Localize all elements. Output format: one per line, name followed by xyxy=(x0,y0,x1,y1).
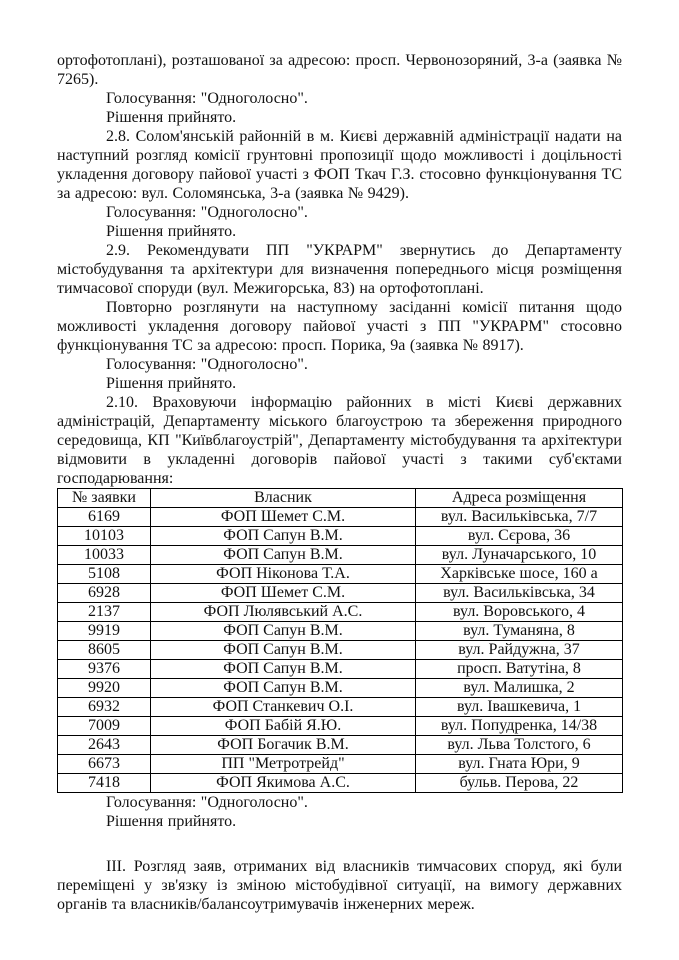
cell-application-number: 9919 xyxy=(58,622,151,641)
table-body xyxy=(58,508,623,793)
table-row xyxy=(58,584,623,603)
table-row xyxy=(58,755,623,774)
cell-address: вул. Гната Юри, 9 xyxy=(416,755,623,774)
paragraph: ортофотоплані), розташованої за адресою: просп. Червонозоряний, 3-а (заявка № 7265). xyxy=(57,52,622,88)
cell-owner: ФОП Бабій Я.Ю. xyxy=(151,717,416,736)
paragraph: Голосування: "Одноголосно". xyxy=(106,204,308,221)
column-header: № заявки xyxy=(58,489,151,508)
paragraph: Голосування: "Одноголосно". xyxy=(106,794,308,811)
cell-address: вул. Васильківська, 7/7 xyxy=(416,508,623,527)
cell-owner: ФОП Шемет С.М. xyxy=(151,584,416,603)
table-header-row xyxy=(58,489,623,508)
cell-owner: ФОП Сапун В.М. xyxy=(151,679,416,698)
cell-application-number: 10103 xyxy=(58,527,151,546)
cell-address: вул. Попудренка, 14/38 xyxy=(416,717,623,736)
cell-owner: ФОП Якимова А.С. xyxy=(151,774,416,793)
paragraph: Рішення прийнято. xyxy=(106,813,237,830)
cell-address: бульв. Перова, 22 xyxy=(416,774,623,793)
table-row xyxy=(58,527,623,546)
table-row xyxy=(58,603,623,622)
cell-application-number: 2643 xyxy=(58,736,151,755)
table-header xyxy=(58,489,623,508)
paragraph: 2.10. Враховуючи інформацію районних в місті Києві державних адміністрацій, Департаменту міського благоустрою та збереження природного середовища, КП "Київблагоустрій", Департаменту містобудування та архітектури відмовити в укладенні договорів пайової участі з такими суб'єктами господарювання: xyxy=(57,394,622,487)
paragraph: Голосування: "Одноголосно". xyxy=(106,356,308,373)
cell-application-number: 8605 xyxy=(58,641,151,660)
table-row xyxy=(58,546,623,565)
cell-owner: ФОП Сапун В.М. xyxy=(151,660,416,679)
text-block-before-table xyxy=(57,51,622,488)
cell-application-number: 9376 xyxy=(58,660,151,679)
cell-owner: ФОП Сапун В.М. xyxy=(151,622,416,641)
paragraph: Рішення прийнято. xyxy=(106,223,237,240)
cell-owner: ФОП Станкевич О.І. xyxy=(151,698,416,717)
text-block-after-table xyxy=(57,793,622,914)
paragraph: 2.9. Рекомендувати ПП "УКРАРМ" звернутись до Департаменту містобудування та архітектури для визначення попереднього місця розміщення тимчасової споруди (вул. Межигорська, 83) на ортофотоплані. xyxy=(57,242,622,297)
paragraph: Повторно розглянути на наступному засіданні комісії питання щодо можливості укладення договору пайової участі з ПП "УКРАРМ" стосовно функціонування ТС за адресою: просп. Порика, 9а (заявка № 8917). xyxy=(57,299,622,354)
cell-address: вул. Воровського, 4 xyxy=(416,603,623,622)
table-row xyxy=(58,717,623,736)
table-row xyxy=(58,736,623,755)
cell-application-number: 6169 xyxy=(58,508,151,527)
cell-application-number: 7009 xyxy=(58,717,151,736)
cell-owner: ФОП Ніконова Т.А. xyxy=(151,565,416,584)
table-row xyxy=(58,508,623,527)
cell-address: вул. Луначарського, 10 xyxy=(416,546,623,565)
cell-address: вул. Туманяна, 8 xyxy=(416,622,623,641)
cell-application-number: 6928 xyxy=(58,584,151,603)
refused-applications-table xyxy=(57,488,623,793)
cell-application-number: 2137 xyxy=(58,603,151,622)
paragraph: 2.8. Солом'янській районній в м. Києві державній адміністрації надати на наступний розгляд комісії грунтовні пропозиції щодо можливості і доцільності укладення договору пайової участі з ФОП Ткач Г.З. стосовно функціонування ТС за адресою: вул. Соломянська, 3-а (заявка № 9429). xyxy=(57,128,622,202)
column-header: Адреса розміщення xyxy=(416,489,623,508)
table-row xyxy=(58,622,623,641)
table-row xyxy=(58,641,623,660)
cell-owner: ФОП Сапун В.М. xyxy=(151,546,416,565)
cell-application-number: 6673 xyxy=(58,755,151,774)
cell-application-number: 5108 xyxy=(58,565,151,584)
paragraph: Рішення прийнято. xyxy=(106,109,237,126)
cell-owner: ФОП Сапун В.М. xyxy=(151,527,416,546)
paragraph: Рішення прийнято. xyxy=(106,375,237,392)
paragraph: III. Розгляд заяв, отриманих від власників тимчасових споруд, які були переміщені у зв'язку із зміною містобудівної ситуації, на вимогу державних органів та власників/балансоутримувачів інженерних мереж. xyxy=(57,858,622,913)
table-row xyxy=(58,774,623,793)
cell-address: вул. Льва Толстого, 6 xyxy=(416,736,623,755)
cell-application-number: 7418 xyxy=(58,774,151,793)
paragraph: Голосування: "Одноголосно". xyxy=(106,90,308,107)
cell-application-number: 9920 xyxy=(58,679,151,698)
table-row xyxy=(58,565,623,584)
cell-address: Харківське шосе, 160 а xyxy=(416,565,623,584)
cell-address: вул. Райдужна, 37 xyxy=(416,641,623,660)
cell-address: вул. Сєрова, 36 xyxy=(416,527,623,546)
cell-address: вул. Івашкевича, 1 xyxy=(416,698,623,717)
cell-owner: ФОП Шемет С.М. xyxy=(151,508,416,527)
table-row xyxy=(58,660,623,679)
cell-owner: ФОП Богачик В.М. xyxy=(151,736,416,755)
cell-address: вул. Малишка, 2 xyxy=(416,679,623,698)
cell-owner: ФОП Люлявський А.С. xyxy=(151,603,416,622)
cell-owner: ПП "Метротрейд" xyxy=(151,755,416,774)
cell-owner: ФОП Сапун В.М. xyxy=(151,641,416,660)
column-header: Власник xyxy=(151,489,416,508)
cell-address: просп. Ватутіна, 8 xyxy=(416,660,623,679)
cell-address: вул. Васильківська, 34 xyxy=(416,584,623,603)
table-row xyxy=(58,679,623,698)
table-row xyxy=(58,698,623,717)
cell-application-number: 6932 xyxy=(58,698,151,717)
cell-application-number: 10033 xyxy=(58,546,151,565)
